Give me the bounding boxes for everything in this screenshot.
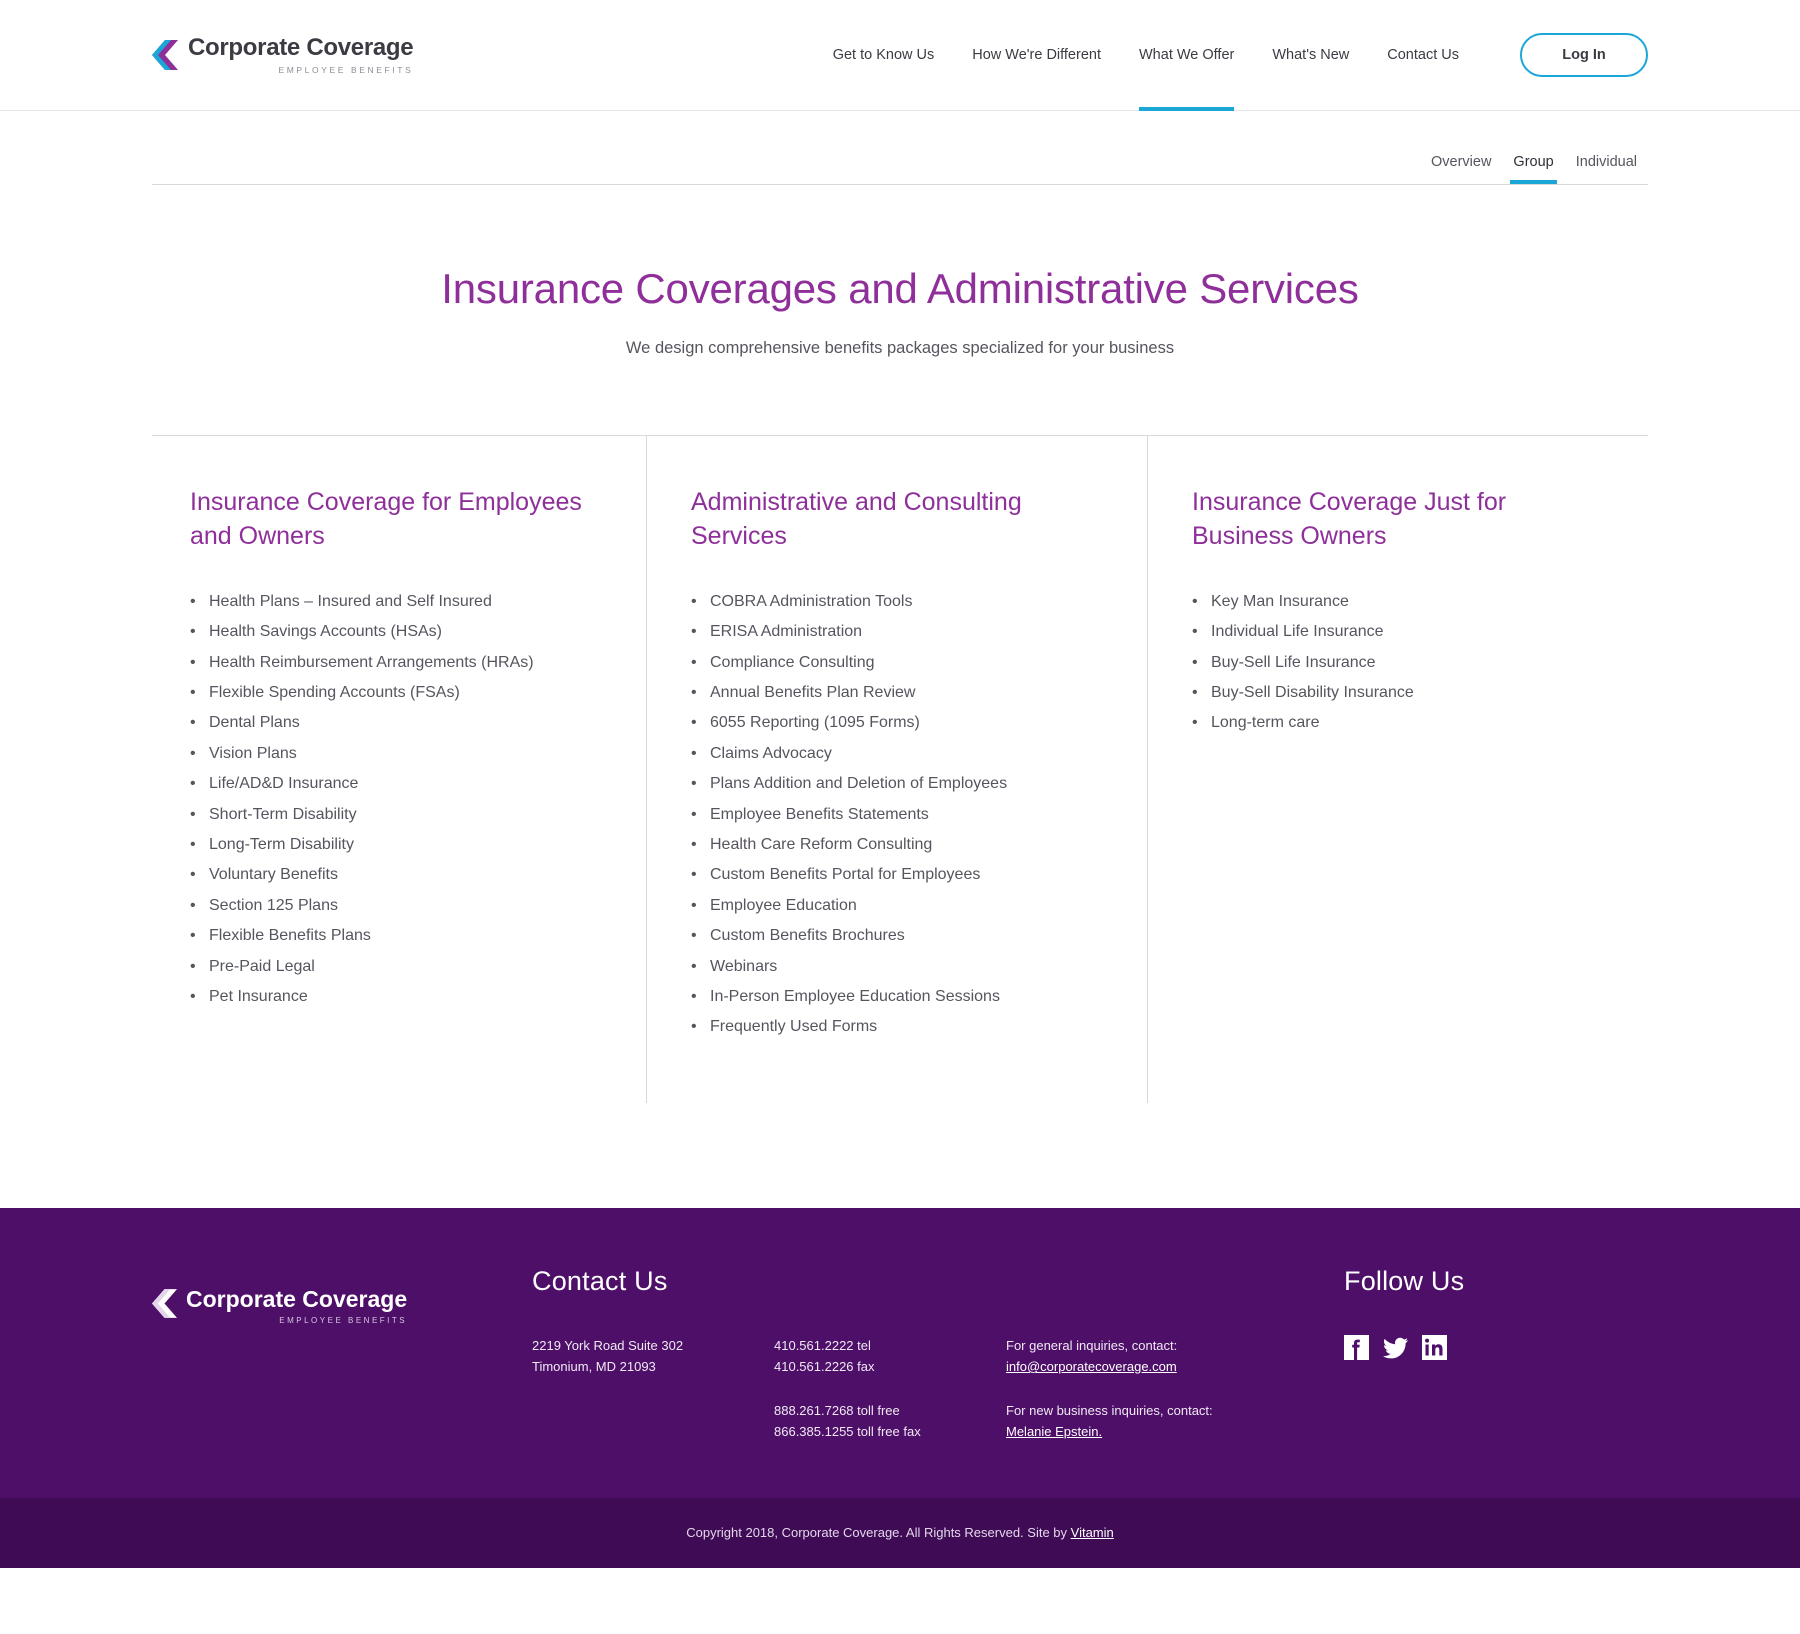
hero-section — [0, 185, 1800, 358]
list-item: • Vision Plans — [190, 739, 602, 769]
footer-logo-mark-icon — [152, 1289, 177, 1323]
site-logo[interactable] — [152, 33, 414, 75]
list-item: • Section 125 Plans — [190, 891, 602, 921]
address-line-1: 2219 York Road Suite 302 — [532, 1337, 684, 1353]
list-item: • Voluntary Benefits — [190, 860, 602, 890]
list-item: • Pet Insurance — [190, 982, 602, 1012]
column-list — [691, 587, 1103, 1043]
new-business-contact-link[interactable]: Melanie Epstein. — [1006, 1424, 1103, 1440]
list-item: • Dental Plans — [190, 708, 602, 738]
phone-spacer — [774, 1378, 1006, 1400]
site-footer — [0, 1208, 1800, 1498]
footer-logo-block — [152, 1266, 532, 1443]
list-item: • Webinars — [691, 952, 1103, 982]
nav-item-whats-new[interactable]: What's New — [1272, 47, 1350, 63]
column-title: Administrative and Consulting Services — [691, 488, 1022, 550]
footer-phones — [774, 1335, 1006, 1443]
list-item: • Flexible Benefits Plans — [190, 921, 602, 951]
list-item: • In-Person Employee Education Sessions — [691, 982, 1103, 1012]
social-links — [1344, 1335, 1648, 1360]
linkedin-icon[interactable] — [1422, 1335, 1447, 1360]
phone-tel: 410.561.2222 tel — [774, 1337, 871, 1353]
logo-name: Corporate Coverage — [188, 33, 414, 61]
list-item: • Custom Benefits Brochures — [691, 921, 1103, 951]
column-admin-consulting — [646, 436, 1147, 1102]
list-item: • Short-Term Disability — [190, 800, 602, 830]
list-item: • Long-Term Disability — [190, 830, 602, 860]
list-item: • Buy-Sell Life Insurance — [1192, 648, 1604, 678]
secondary-nav-items — [1420, 111, 1648, 184]
list-item: • Life/AD&D Insurance — [190, 769, 602, 799]
copyright-text: Copyright 2018, Corporate Coverage. All Rights Reserved. Site by — [686, 1524, 1071, 1540]
logo-text — [188, 33, 414, 75]
general-inquiries-email-link[interactable]: info@corporatecoverage.com — [1006, 1359, 1177, 1375]
list-item: • Health Care Reform Consulting — [691, 830, 1103, 860]
list-item: • 6055 Reporting (1095 Forms) — [691, 708, 1103, 738]
footer-logo-tagline: EMPLOYEE BENEFITS — [279, 1315, 408, 1325]
footer-address — [532, 1335, 774, 1443]
footer-logo-text — [186, 1285, 408, 1325]
list-item: • COBRA Administration Tools — [691, 587, 1103, 617]
list-item: • Pre-Paid Legal — [190, 952, 602, 982]
list-item: • Claims Advocacy — [691, 739, 1103, 769]
logo-tagline: EMPLOYEE BENEFITS — [278, 64, 414, 75]
list-item: • Health Savings Accounts (HSAs) — [190, 617, 602, 647]
address-line-2: Timonium, MD 21093 — [532, 1359, 656, 1375]
nav-item-get-to-know-us[interactable]: Get to Know Us — [832, 47, 935, 63]
subnav-item-group[interactable]: Group — [1502, 154, 1564, 184]
list-item: • Individual Life Insurance — [1192, 617, 1604, 647]
general-inquiries-label: For general inquiries, contact: — [1006, 1337, 1178, 1353]
facebook-icon[interactable] — [1344, 1335, 1369, 1360]
subnav-item-individual[interactable]: Individual — [1575, 154, 1637, 170]
footer-follow-heading: Follow Us — [1344, 1265, 1465, 1296]
list-item: • Custom Benefits Portal for Employees — [691, 860, 1103, 890]
nav-item-how-were-different[interactable]: How We're Different — [972, 47, 1101, 63]
site-header — [0, 0, 1800, 111]
column-title: Insurance Coverage for Employees and Owners — [190, 488, 582, 550]
column-business-owners — [1147, 436, 1648, 1102]
services-columns — [0, 436, 1800, 1102]
phone-toll-free: 888.261.7268 toll free — [774, 1402, 900, 1418]
secondary-nav — [0, 111, 1800, 184]
phone-fax: 410.561.2226 fax — [774, 1359, 875, 1375]
column-title: Insurance Coverage Just for Business Owners — [1192, 488, 1507, 550]
list-item: • Compliance Consulting — [691, 648, 1103, 678]
list-item: • Long-term care — [1192, 708, 1604, 738]
footer-contact-heading: Contact Us — [532, 1265, 668, 1296]
nav-item-what-we-offer[interactable]: What We Offer — [1120, 0, 1253, 111]
phone-toll-free-fax: 866.385.1255 toll free fax — [774, 1424, 921, 1440]
new-business-label: For new business inquiries, contact: — [1006, 1402, 1213, 1418]
page-subtitle: We design comprehensive benefits packages specialized for your business — [625, 339, 1175, 358]
footer-follow — [1318, 1266, 1648, 1443]
column-employee-coverage — [152, 436, 646, 1102]
page-title: Insurance Coverages and Administrative Services — [441, 265, 1359, 312]
list-item: • Employee Benefits Statements — [691, 800, 1103, 830]
nav-item-contact-us[interactable]: Contact Us — [1387, 47, 1459, 63]
footer-inquiries — [1006, 1335, 1306, 1443]
list-item: • Health Plans – Insured and Self Insured — [190, 587, 602, 617]
footer-logo[interactable] — [152, 1285, 532, 1325]
copyright-bar — [0, 1498, 1800, 1568]
twitter-icon[interactable] — [1383, 1335, 1408, 1360]
footer-contact-columns — [532, 1335, 1318, 1443]
list-item: • Plans Addition and Deletion of Employees — [691, 769, 1103, 799]
subnav-item-overview[interactable]: Overview — [1430, 154, 1492, 170]
footer-contact — [532, 1266, 1318, 1443]
list-item: • Employee Education — [691, 891, 1103, 921]
list-item: • Frequently Used Forms — [691, 1012, 1103, 1042]
list-item: • Health Reimbursement Arrangements (HRAs) — [190, 648, 602, 678]
list-item: • Annual Benefits Plan Review — [691, 678, 1103, 708]
list-item: • Flexible Spending Accounts (FSAs) — [190, 678, 602, 708]
footer-logo-name: Corporate Coverage — [186, 1285, 408, 1312]
list-item: • Buy-Sell Disability Insurance — [1192, 678, 1604, 708]
primary-nav — [814, 0, 1648, 111]
login-button[interactable]: Log In — [1520, 33, 1648, 77]
inquiries-spacer — [1006, 1378, 1306, 1400]
column-list — [1192, 587, 1604, 739]
logo-mark-icon — [152, 40, 178, 70]
column-list — [190, 587, 602, 1012]
site-credit-link[interactable]: Vitamin — [1070, 1524, 1114, 1540]
list-item: • ERISA Administration — [691, 617, 1103, 647]
list-item: • Key Man Insurance — [1192, 587, 1604, 617]
